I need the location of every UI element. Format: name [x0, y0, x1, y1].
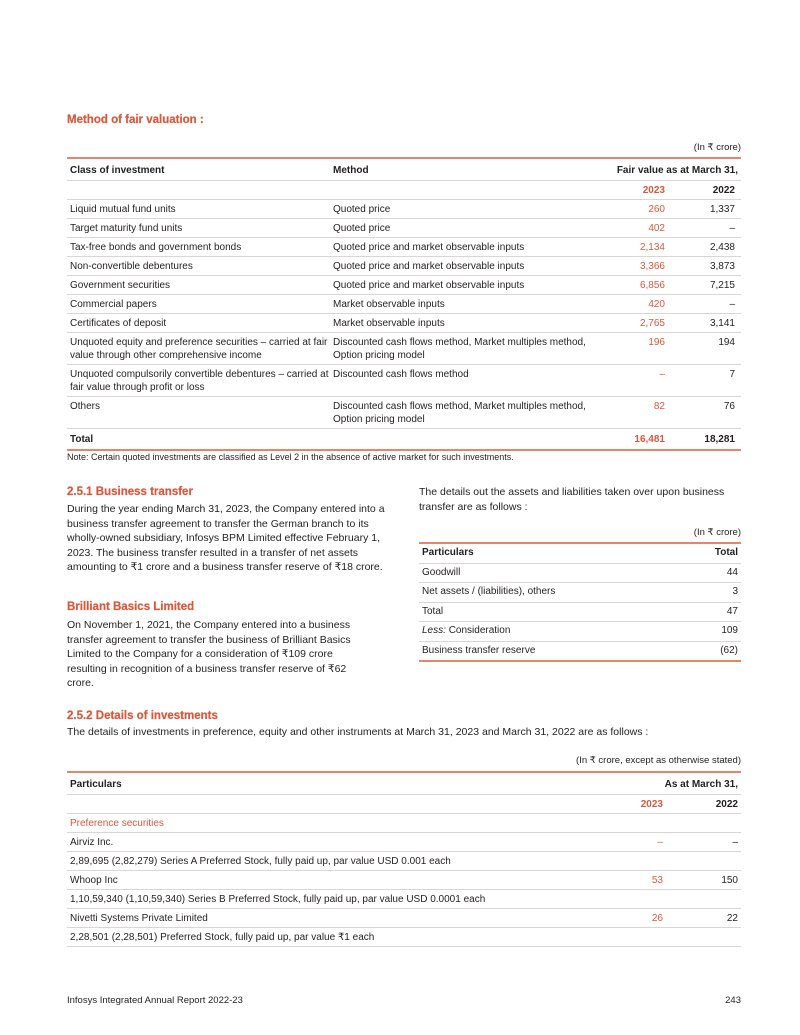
details-rows	[67, 833, 741, 947]
method-cell: Quoted price and market observable inputs	[333, 280, 525, 291]
value-2022-cell: –	[732, 837, 738, 848]
business-transfer-paragraph: During the year ending March 31, 2023, the Company entered into a business transfer agreement to transfer the German branch to its wholly-owned subsidiary, Infosys BPM Limited effective February 1, 2023. The business transfer resulted in a transfer of net assets amounting to ₹1 crore and a business transfer reserve of ₹18 crore.	[67, 503, 385, 573]
particulars-cell	[419, 625, 666, 638]
class-cell: Others	[70, 401, 101, 412]
value-2023-cell: 53	[651, 875, 663, 886]
class-cell: Certificates of deposit	[70, 318, 167, 329]
class-cell: Government securities	[70, 280, 171, 291]
table-row	[67, 333, 741, 365]
value-2023-cell: 260	[648, 204, 665, 215]
total-row	[67, 429, 741, 451]
header-total: Total	[714, 547, 738, 558]
brilliant-basics-title: Brilliant Basics Limited	[67, 601, 195, 613]
particulars-cell	[419, 606, 666, 619]
particulars-label: Consideration	[448, 625, 511, 636]
particulars-cell: Nivetti Systems Private Limited	[70, 913, 208, 924]
method-cell: Quoted price	[333, 204, 391, 215]
particulars-label: Business transfer reserve	[422, 644, 536, 656]
value-2023-cell: 2,134	[639, 242, 665, 253]
value-2023-cell	[593, 931, 663, 944]
value-2023-cell: –	[659, 369, 665, 380]
value-2023-cell: 3,366	[639, 261, 665, 272]
details-investments-unit: (In ₹ crore, except as otherwise stated)	[576, 755, 741, 766]
particulars-cell: Airviz Inc.	[70, 837, 114, 848]
table-row	[67, 314, 741, 333]
page-number: 243	[725, 995, 741, 1006]
particulars-cell: 1,10,59,340 (1,10,59,340) Series B Preferred Stock, fully paid up, par value USD 0.0001 each	[70, 894, 486, 905]
transfer-header-row	[419, 544, 741, 564]
total-cell: (62)	[720, 644, 738, 656]
particulars-cell: Whoop Inc	[70, 875, 118, 886]
value-2023-cell: 26	[651, 913, 663, 924]
method-cell: Quoted price and market observable inputs	[333, 242, 525, 253]
value-2022-cell: 22	[726, 913, 738, 924]
transfer-rows	[419, 564, 741, 663]
footer-report-title: Infosys Integrated Annual Report 2022-23	[67, 995, 243, 1006]
value-2022-cell: –	[729, 223, 735, 234]
header-as-at: As at March 31,	[664, 779, 738, 790]
total-2022: 18,281	[704, 434, 735, 445]
class-cell: Tax-free bonds and government bonds	[70, 242, 242, 253]
table-row	[419, 622, 741, 642]
class-cell: Non-convertible debentures	[70, 261, 193, 272]
value-2022-cell: 7	[729, 369, 735, 380]
total-label: Total	[70, 434, 94, 445]
particulars-cell: 2,89,695 (2,82,279) Series A Preferred Stock, fully paid up, par value USD 0.001 each	[70, 856, 451, 867]
method-cell: Market observable inputs	[333, 299, 445, 310]
particulars-label: Net assets / (liabilities), others	[422, 586, 556, 597]
header-method: Method	[333, 165, 369, 176]
fair-valuation-unit: (In ₹ crore)	[693, 142, 741, 153]
value-2022-cell	[663, 931, 741, 944]
details-investments-table	[67, 771, 741, 947]
table-row	[67, 909, 741, 928]
value-2022-cell	[663, 893, 741, 906]
value-2022-cell: 194	[718, 337, 735, 348]
business-transfer-title: 2.5.1 Business transfer	[67, 486, 193, 498]
transfer-table	[419, 542, 741, 662]
class-cell: Target maturity fund units	[70, 223, 183, 234]
value-2022-cell: 3,873	[709, 261, 735, 272]
value-2023-cell: 420	[648, 299, 665, 310]
particulars-cell	[419, 586, 666, 599]
table-row	[67, 397, 741, 429]
value-2023-cell: 6,856	[639, 280, 665, 291]
transfer-intro: The details out the assets and liabilities taken over upon business transfer are as follows :	[419, 486, 725, 513]
value-2022-cell: 76	[723, 401, 735, 412]
total-cell: 44	[726, 566, 738, 578]
value-2022-cell: –	[729, 299, 735, 310]
total-2023: 16,481	[634, 434, 665, 445]
table-row	[419, 642, 741, 663]
total-cell: 47	[726, 605, 738, 617]
value-2023-cell: 82	[653, 401, 665, 412]
table-row	[419, 583, 741, 603]
section-label: Preference securities	[70, 818, 164, 829]
table-row	[67, 295, 741, 314]
di-header-years	[67, 795, 741, 814]
method-cell: Discounted cash flows method, Market multiples method, Option pricing model	[333, 337, 586, 361]
fair-valuation-note: Note: Certain quoted investments are classified as Level 2 in the absence of active market for such investments.	[67, 452, 514, 462]
header-2022: 2022	[715, 799, 738, 810]
value-2022-cell: 2,438	[709, 242, 735, 253]
details-investments-title: 2.5.2 Details of investments	[67, 710, 218, 722]
section-row	[67, 814, 741, 833]
header-2023: 2023	[642, 185, 665, 196]
value-2023-cell: 2,765	[639, 318, 665, 329]
particulars-label: Total	[422, 605, 444, 617]
header-particulars: Particulars	[70, 779, 122, 790]
value-2023-cell	[593, 893, 663, 906]
class-cell: Commercial papers	[70, 299, 157, 310]
value-2022-cell: 1,337	[709, 204, 735, 215]
total-cell: 109	[721, 625, 738, 636]
transfer-unit: (In ₹ crore)	[693, 527, 741, 538]
header-2023: 2023	[640, 799, 663, 810]
table-row	[67, 852, 741, 871]
fair-valuation-title: Method of fair valuation :	[67, 114, 204, 126]
table-header-row	[67, 159, 741, 181]
value-2023-cell	[593, 855, 663, 868]
value-2023-cell: 402	[648, 223, 665, 234]
method-cell: Discounted cash flows method, Market multiples method, Option pricing model	[333, 401, 586, 425]
value-2022-cell: 3,141	[709, 318, 735, 329]
header-class: Class of investment	[70, 165, 165, 176]
fair-valuation-table	[67, 157, 741, 451]
table-row	[67, 928, 741, 947]
table-row	[419, 564, 741, 584]
table-row	[67, 890, 741, 909]
value-2022-cell: 150	[721, 875, 738, 886]
italic-prefix: Less:	[422, 625, 446, 636]
fair-valuation-rows	[67, 200, 741, 429]
table-row	[67, 238, 741, 257]
table-row	[67, 200, 741, 219]
method-cell: Discounted cash flows method	[333, 369, 469, 380]
brilliant-basics-paragraph: On November 1, 2021, the Company entered into a business transfer agreement to transfer the business of Brilliant Basics Limited to the Company for a consideration of ₹109 crore resulting in recognition of a business transfer reserve of ₹62 crore.	[67, 619, 351, 689]
value-2023-cell: –	[657, 837, 663, 848]
table-row	[419, 603, 741, 623]
value-2023-cell: 196	[648, 337, 665, 348]
table-row	[67, 276, 741, 295]
table-header-years	[67, 181, 741, 200]
class-cell: Unquoted equity and preference securities – carried at fair value through other comprehensive income	[70, 337, 328, 361]
class-cell: Unquoted compulsorily convertible debentures – carried at fair value through profit or loss	[70, 369, 329, 393]
particulars-cell: 2,28,501 (2,28,501) Preferred Stock, fully paid up, par value ₹1 each	[70, 932, 375, 943]
value-2022-cell	[663, 855, 741, 868]
method-cell: Market observable inputs	[333, 318, 445, 329]
table-row	[67, 365, 741, 397]
details-investments-intro: The details of investments in preference, equity and other instruments at March 31, 2023 and March 31, 2022 are as follows :	[67, 726, 649, 738]
particulars-label: Goodwill	[422, 566, 461, 578]
header-fair-value: Fair value as at March 31,	[595, 164, 741, 181]
header-particulars: Particulars	[422, 547, 474, 558]
table-row	[67, 833, 741, 852]
header-2022: 2022	[712, 185, 735, 196]
particulars-cell	[419, 567, 666, 580]
total-cell: 3	[732, 586, 738, 597]
method-cell: Quoted price	[333, 223, 391, 234]
particulars-cell	[419, 645, 666, 658]
value-2022-cell: 7,215	[709, 280, 735, 291]
di-header-row	[67, 773, 741, 795]
method-cell: Quoted price and market observable inputs	[333, 261, 525, 272]
table-row	[67, 257, 741, 276]
class-cell: Liquid mutual fund units	[70, 204, 176, 215]
table-row	[67, 871, 741, 890]
table-row	[67, 219, 741, 238]
